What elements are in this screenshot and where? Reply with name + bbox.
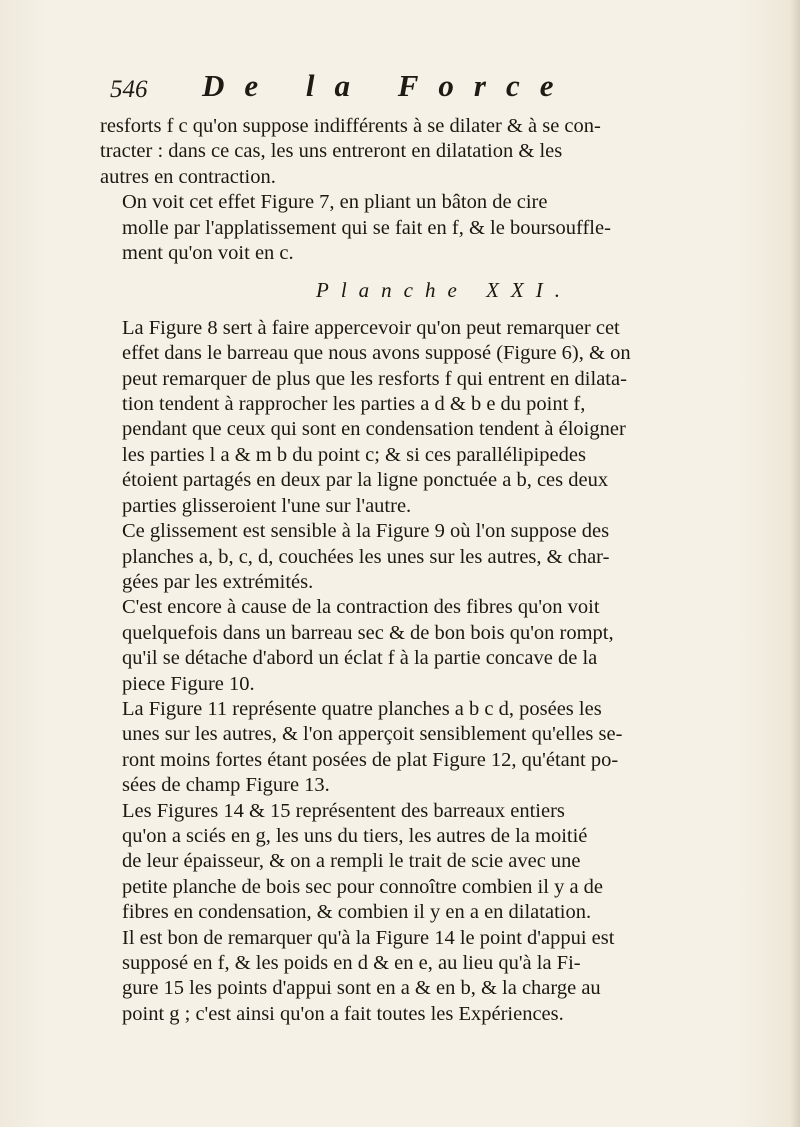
running-title: De la Force [202, 68, 574, 103]
text-line: unes sur les autres, & l'on apperçoit sensiblement qu'elles se- [122, 723, 623, 746]
text-line: étoient partagés en deux par la ligne ponctuée a b, ces deux [122, 469, 609, 492]
page-number: 546 [110, 76, 148, 103]
text-line: ront moins fortes étant posées de plat Figure 12, qu'étant po- [122, 748, 619, 771]
text-line: sées de champ Figure 13. [122, 774, 330, 797]
text-line: tracter : dans ce cas, les uns entreront en dilatation & les [100, 140, 563, 163]
paragraph-2 [100, 190, 788, 266]
text-line: gées par les extrémités. [122, 570, 314, 593]
paragraph-5 [100, 595, 788, 697]
text-line: Il est bon de remarquer qu'à la Figure 14 le point d'appui est [122, 926, 615, 949]
text-line: La Figure 8 sert à faire appercevoir qu'on peut remarquer cet [122, 316, 620, 339]
text-line: autres en contraction. [100, 165, 276, 188]
text-line: On voit cet effet Figure 7, en pliant un bâton de cire [122, 191, 548, 214]
text-line: pendant que ceux qui sont en condensation tendent à éloigner [122, 418, 626, 441]
page-header [110, 68, 710, 108]
text-line: C'est encore à cause de la contraction des fibres qu'on voit [122, 596, 600, 619]
text-line: point g ; c'est ainsi qu'on a fait toutes les Expériences. [122, 1002, 564, 1025]
text-line: piece Figure 10. [122, 672, 255, 695]
paragraph-3 [100, 316, 788, 519]
paragraph-1 [100, 114, 788, 190]
paragraph-6 [100, 697, 788, 799]
text-line: qu'il se détache d'abord un éclat f à la partie concave de la [122, 647, 598, 670]
paragraph-4 [100, 519, 788, 595]
page-edge-shadow [790, 0, 800, 1127]
text-line: planches a, b, c, d, couchées les unes sur les autres, & char- [122, 545, 610, 568]
plate-heading: Planche XXI. [316, 278, 572, 303]
text-line: La Figure 11 représente quatre planches a b c d, posées les [122, 697, 602, 720]
text-line: peut remarquer de plus que les resforts f qui entrent en dilata- [122, 367, 627, 390]
text-line: quelquefois dans un barreau sec & de bon bois qu'on rompt, [122, 621, 614, 644]
text-line: ment qu'on voit en c. [122, 242, 294, 265]
text-line: qu'on a sciés en g, les uns du tiers, les autres de la moitié [122, 824, 588, 847]
text-line: Ce glissement est sensible à la Figure 9 où l'on suppose des [122, 520, 610, 543]
text-line: de leur épaisseur, & on a rempli le trait de scie avec une [122, 850, 581, 873]
text-line: supposé en f, & les poids en d & en e, au lieu qu'à la Fi- [122, 952, 581, 974]
text-line: petite planche de bois sec pour connoître combien il y a de [122, 875, 604, 898]
text-line: les parties l a & m b du point c; & si ces parallélipipedes [122, 443, 586, 466]
text-line: tion tendent à rapprocher les parties a d & b e du point f, [122, 393, 586, 416]
text-line: molle par l'applatissement qui se fait en f, & le boursouffle- [122, 216, 611, 239]
text-line: fibres en condensation, & combien il y en a en dilatation. [122, 901, 592, 924]
text-line: parties glisseroient l'une sur l'autre. [122, 494, 412, 517]
paragraph-7 [100, 799, 788, 1028]
text-line: effet dans le barreau que nous avons supposé (Figure 6), & on [122, 342, 631, 365]
text-line: resforts f c qu'on suppose indifférents à se dilater & à se con- [100, 115, 601, 137]
text-line: Les Figures 14 & 15 représentent des barreaux entiers [122, 799, 565, 822]
page-body [100, 114, 788, 1027]
text-line: gure 15 les points d'appui sont en a & en b, & la charge au [122, 977, 601, 1000]
